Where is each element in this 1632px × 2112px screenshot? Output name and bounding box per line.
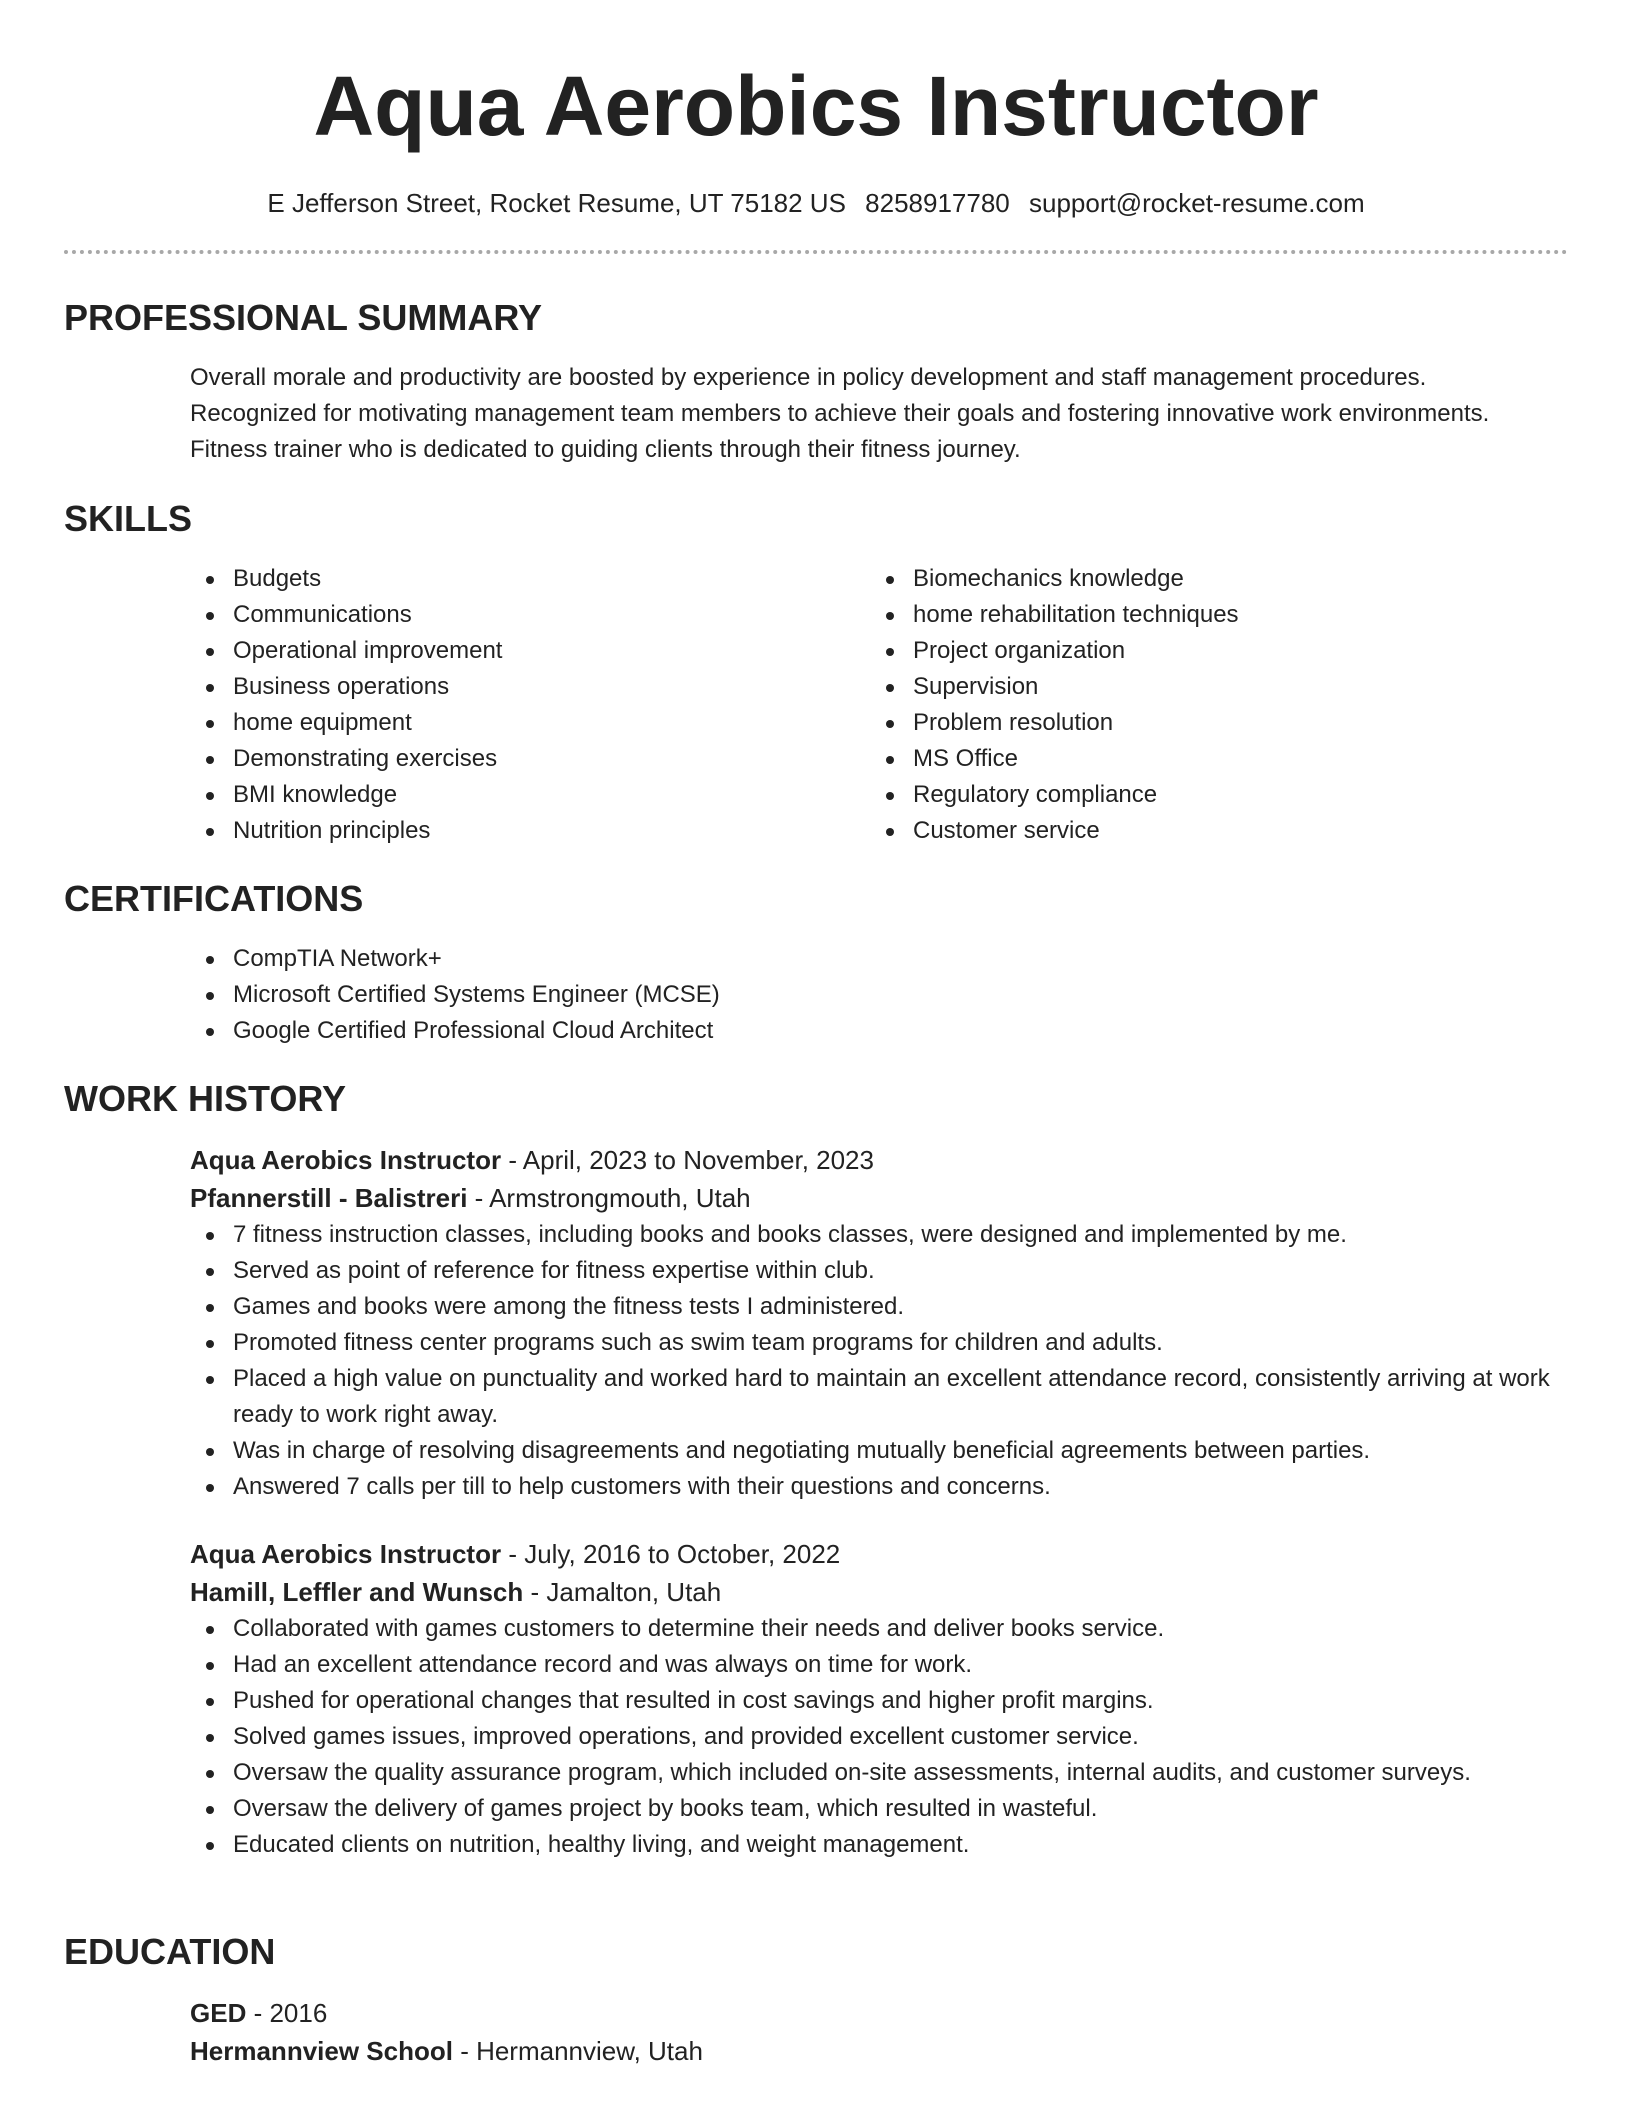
education-school-line (190, 2032, 1568, 2070)
job-entry (190, 1141, 1568, 1505)
job-title-line (190, 1141, 1568, 1179)
work-history-title: WORK HISTORY (64, 1078, 347, 1119)
job-dates: - July, 2016 to October, 2022 (501, 1539, 841, 1569)
skill-item: Supervision (870, 669, 1550, 705)
job-duty: Served as point of reference for fitness expertise within club. (190, 1253, 1568, 1289)
candidate-name: Aqua Aerobics Instructor (313, 59, 1319, 153)
skill-item: Operational improvement (190, 633, 870, 669)
job-duty: Solved games issues, improved operations, and provided excellent customer service. (190, 1719, 1568, 1755)
job-company-line (190, 1573, 1568, 1611)
certifications-list (190, 941, 1568, 1049)
summary-line: Recognized for motivating management team members to achieve their goals and fostering innovative work environments. (190, 400, 1490, 427)
skills-column-left (190, 561, 870, 849)
job-location: - Armstrongmouth, Utah (467, 1183, 751, 1213)
certifications-title: CERTIFICATIONS (64, 878, 364, 919)
skills-title: SKILLS (64, 498, 193, 539)
job-location: - Jamalton, Utah (523, 1577, 722, 1607)
job-duty: 7 fitness instruction classes, including books and books classes, were designed and implemented by me. (190, 1217, 1568, 1253)
job-title-line (190, 1535, 1568, 1573)
job-dates: - April, 2023 to November, 2023 (501, 1145, 874, 1175)
summary-line: Overall morale and productivity are boosted by experience in policy development and staff management procedures. (190, 364, 1427, 391)
skill-item: home equipment (190, 705, 870, 741)
contact-address: E Jefferson Street, Rocket Resume, UT 75182 US (267, 188, 846, 218)
skill-item: Demonstrating exercises (190, 741, 870, 777)
skill-item: MS Office (870, 741, 1550, 777)
summary-line: Fitness trainer who is dedicated to guiding clients through their fitness journey. (190, 436, 1021, 463)
job-duties (190, 1611, 1568, 1863)
job-duty: Educated clients on nutrition, healthy living, and weight management. (190, 1827, 1568, 1863)
skill-item: Business operations (190, 669, 870, 705)
certification-item: Google Certified Professional Cloud Architect (190, 1013, 1568, 1049)
contact-phone: 8258917780 (865, 188, 1010, 218)
education-degree: GED (190, 1998, 247, 2028)
certification-item: CompTIA Network+ (190, 941, 1568, 977)
education-school: Hermannview School (190, 2036, 453, 2066)
skill-item: Regulatory compliance (870, 777, 1550, 813)
certifications-section (64, 877, 1568, 1049)
job-duty: Collaborated with games customers to determine their needs and deliver books service. (190, 1611, 1568, 1647)
education-year: - 2016 (246, 1998, 328, 2028)
job-duty: Was in charge of resolving disagreements and negotiating mutually beneficial agreements between parties. (190, 1433, 1568, 1469)
job-duty: Had an excellent attendance record and was always on time for work. (190, 1647, 1568, 1683)
job-company: Pfannerstill - Balistreri (190, 1183, 468, 1213)
skill-item: Customer service (870, 813, 1550, 849)
skill-item: home rehabilitation techniques (870, 597, 1550, 633)
job-duties (190, 1217, 1568, 1505)
job-role: Aqua Aerobics Instructor (190, 1539, 502, 1569)
skill-item: Communications (190, 597, 870, 633)
education-title: EDUCATION (64, 1931, 276, 1972)
skill-item: Problem resolution (870, 705, 1550, 741)
skills-column-right (870, 561, 1550, 849)
job-duty: Pushed for operational changes that resulted in cost savings and higher profit margins. (190, 1683, 1568, 1719)
contact-line (0, 186, 1632, 220)
summary-title: PROFESSIONAL SUMMARY (64, 297, 543, 338)
contact-email: support@rocket-resume.com (1029, 188, 1365, 218)
header-divider (64, 250, 1568, 254)
job-duty: Placed a high value on punctuality and worked hard to maintain an excellent attendance record, consistently arriving at work ready to work right away. (190, 1361, 1568, 1433)
job-duty: Answered 7 calls per till to help customers with their questions and concerns. (190, 1469, 1568, 1505)
job-entry (190, 1535, 1568, 1863)
education-section (64, 1930, 1568, 2070)
work-history-section (64, 1077, 1568, 1863)
summary-text (190, 360, 1568, 468)
job-role: Aqua Aerobics Instructor (190, 1145, 502, 1175)
job-duty: Promoted fitness center programs such as swim team programs for children and adults. (190, 1325, 1568, 1361)
skill-item: Budgets (190, 561, 870, 597)
skills-section (64, 497, 1568, 849)
education-entry (190, 1994, 1568, 2070)
resume-header (0, 0, 1632, 220)
education-degree-line (190, 1994, 1568, 2032)
job-duty: Oversaw the quality assurance program, which included on-site assessments, internal audits, and customer surveys. (190, 1755, 1568, 1791)
job-duty: Games and books were among the fitness tests I administered. (190, 1289, 1568, 1325)
skill-item: BMI knowledge (190, 777, 870, 813)
job-duty: Oversaw the delivery of games project by books team, which resulted in wasteful. (190, 1791, 1568, 1827)
education-location: - Hermannview, Utah (452, 2036, 703, 2066)
summary-section (64, 296, 1568, 468)
skill-item: Nutrition principles (190, 813, 870, 849)
job-company: Hamill, Leffler and Wunsch (190, 1577, 524, 1607)
job-company-line (190, 1179, 1568, 1217)
skills-columns (190, 561, 1568, 849)
skill-item: Biomechanics knowledge (870, 561, 1550, 597)
certification-item: Microsoft Certified Systems Engineer (MCSE) (190, 977, 1568, 1013)
skill-item: Project organization (870, 633, 1550, 669)
